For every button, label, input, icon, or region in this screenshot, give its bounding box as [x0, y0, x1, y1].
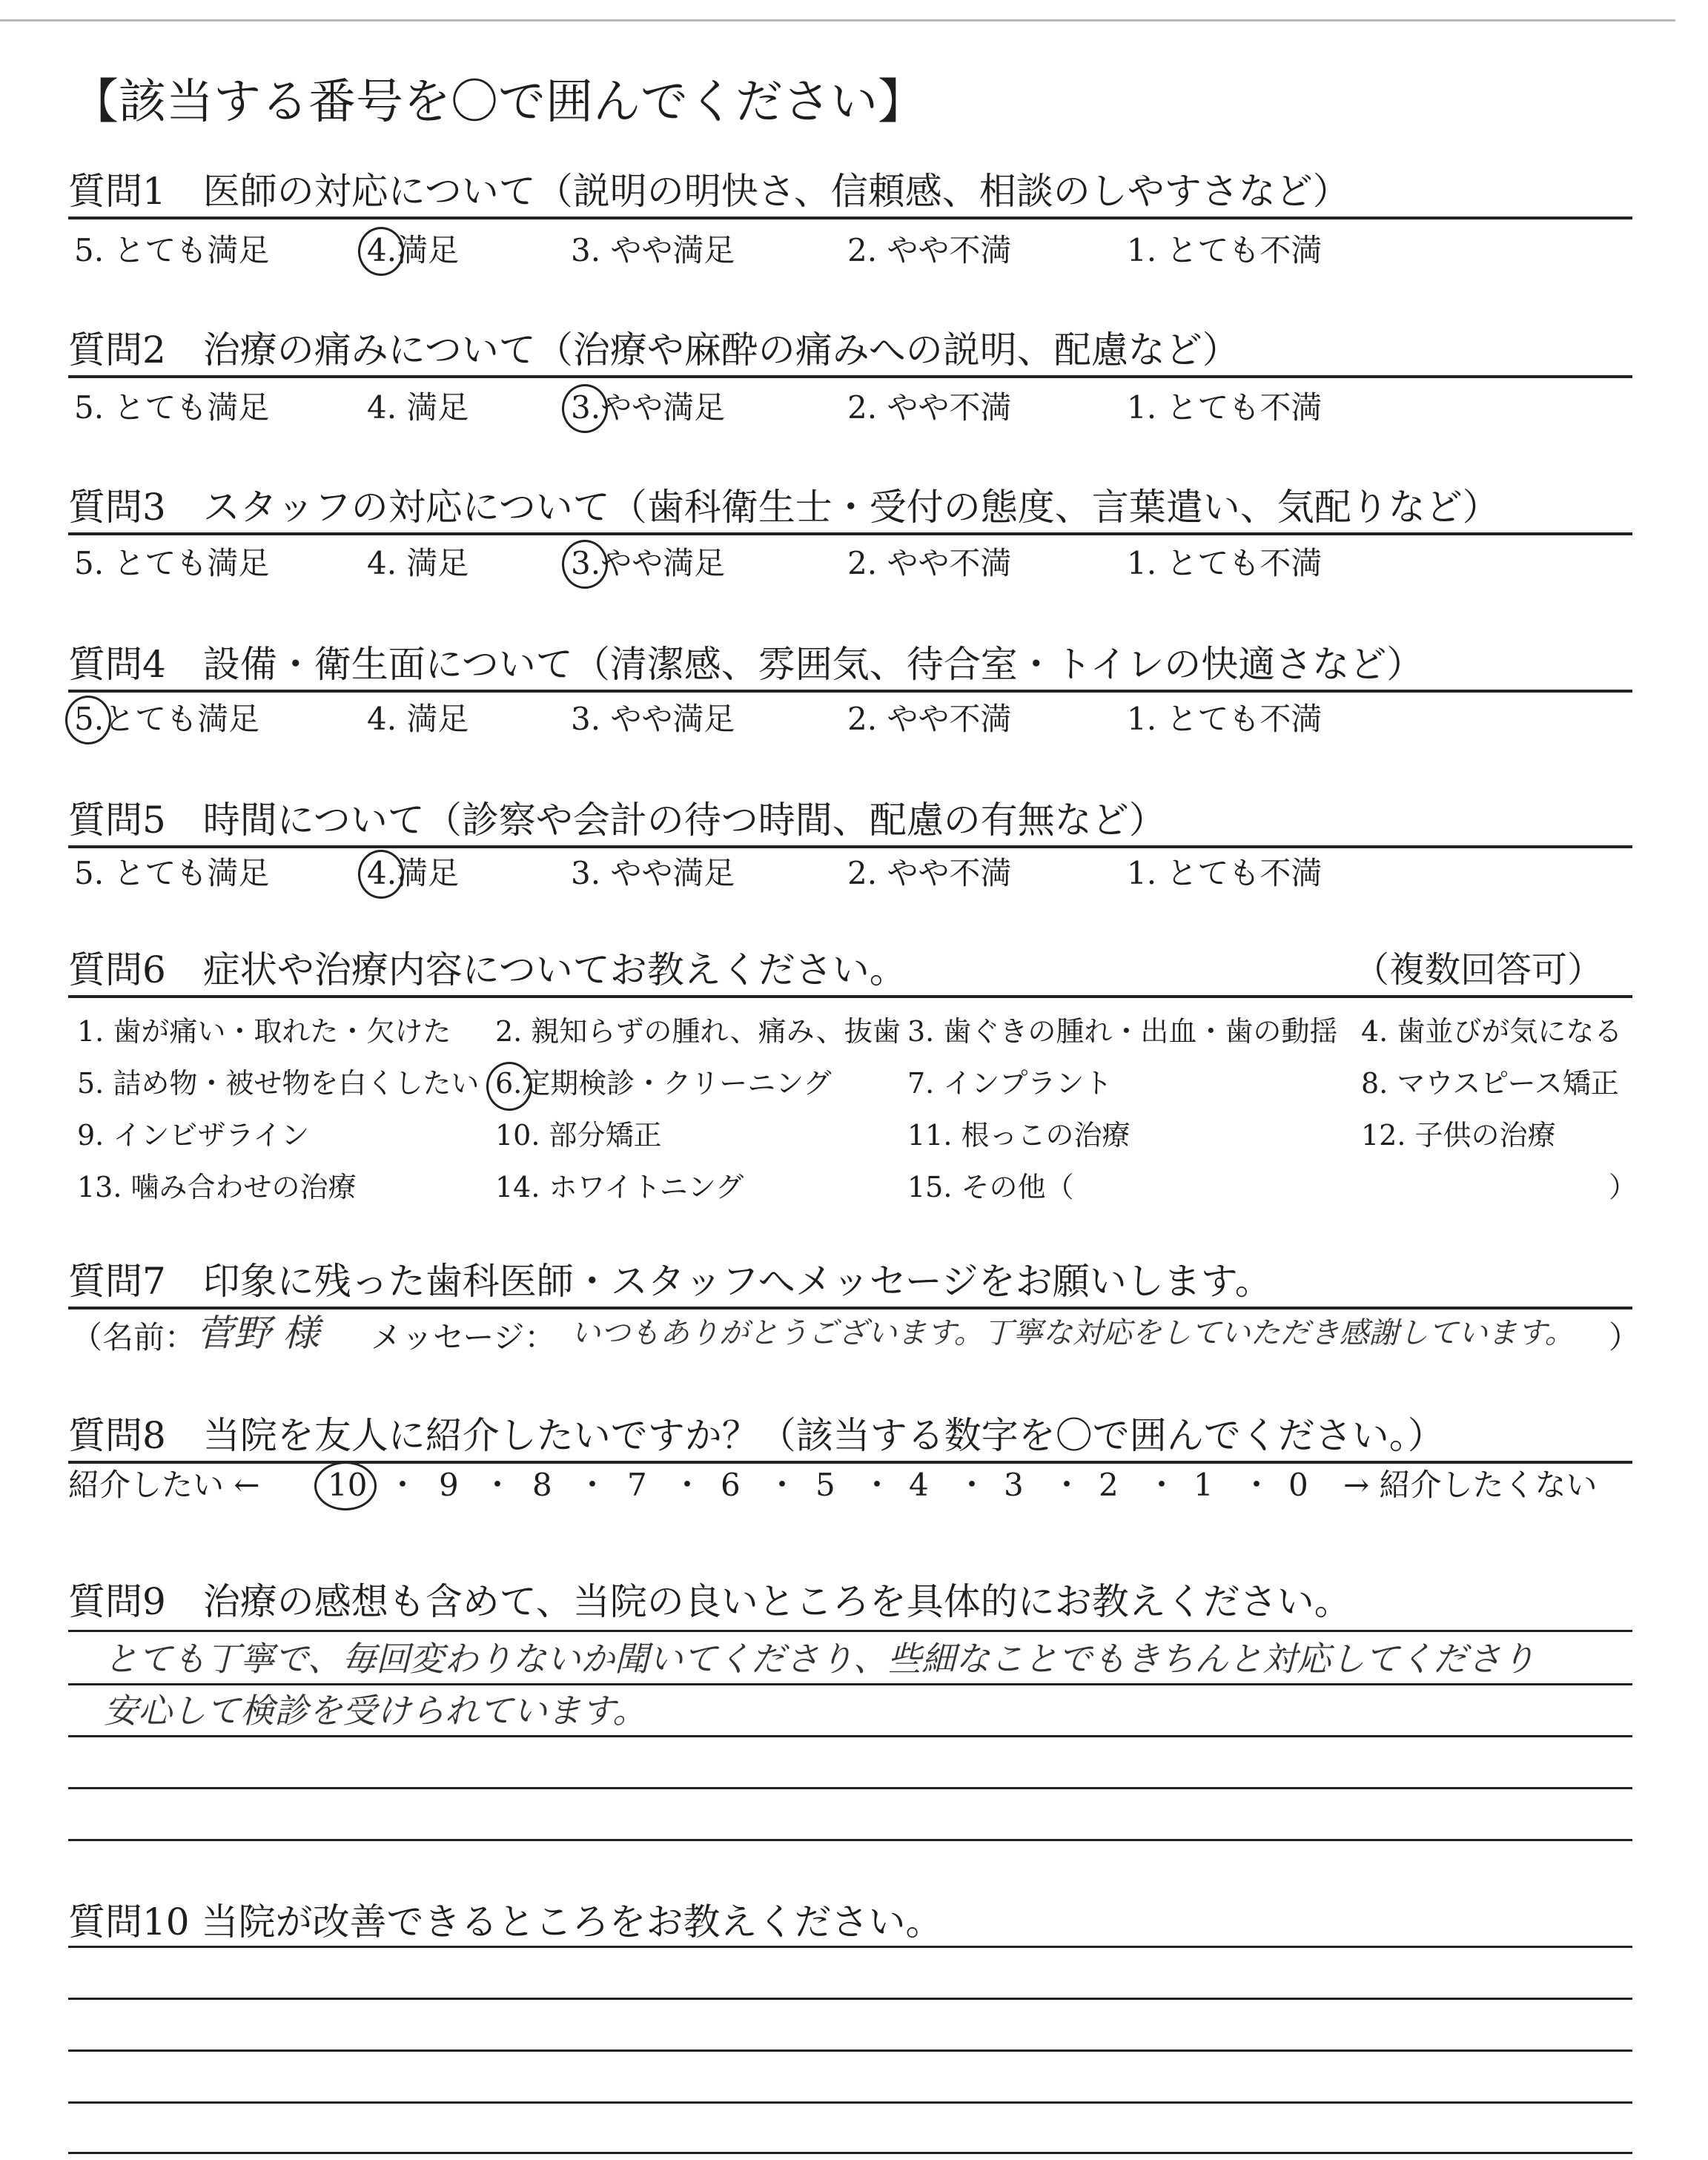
- answer-line: [68, 1787, 1632, 1789]
- q7-name-value[interactable]: 菅野 様: [196, 1312, 320, 1355]
- question-6-title: 質問6 症状や治療内容についてお教えください。: [68, 948, 907, 991]
- q3-option-2[interactable]: 2. やや不満: [847, 545, 1012, 581]
- question-10: [68, 1894, 1632, 1950]
- q2-option-2[interactable]: 2. やや不満: [847, 389, 1012, 426]
- question-rule: [68, 532, 1632, 535]
- question-7-title: 質問7 印象に残った歯科医師・スタッフへメッセージをお願いします。: [68, 1260, 1272, 1303]
- answer-circle-mark: 4.: [367, 230, 397, 271]
- scale-separator: ・: [861, 1467, 893, 1503]
- question-2-title: 質問2 治療の痛みについて（治療や麻酔の痛みへの説明、配慮など）: [68, 328, 1239, 371]
- question-rule: [68, 375, 1632, 378]
- question-rule: [68, 1461, 1632, 1464]
- q3-option-3[interactable]: 3.やや満足: [571, 543, 725, 584]
- q5-option-3[interactable]: 3. やや満足: [571, 855, 735, 891]
- answer-circle-mark: 5.: [74, 698, 104, 740]
- scale-8[interactable]: 8: [532, 1467, 552, 1503]
- q6-item-9[interactable]: 9. インビザライン: [77, 1119, 310, 1152]
- answer-circle-mark: 3.: [571, 387, 600, 429]
- answer-line: [68, 1839, 1632, 1841]
- scale-10[interactable]: [328, 1464, 367, 1506]
- scale-9[interactable]: 9: [439, 1467, 459, 1503]
- q6-item-3[interactable]: 3. 歯ぐきの腫れ・出血・歯の動揺: [907, 1015, 1338, 1048]
- scan-top-edge: [0, 19, 1675, 22]
- q3-option-5[interactable]: 5. とても満足: [74, 545, 270, 581]
- multiple-answer-note: （複数回答可）: [1353, 949, 1603, 991]
- instruction-header: 【該当する番号を〇で囲んでください】: [71, 75, 925, 130]
- scale-1[interactable]: 1: [1194, 1467, 1214, 1503]
- scale-separator: ・: [1146, 1467, 1178, 1503]
- scale-2[interactable]: 2: [1099, 1467, 1119, 1503]
- q6-item-1[interactable]: 1. 歯が痛い・取れた・欠けた: [77, 1015, 451, 1048]
- question-3-title: 質問3 スタッフの対応について（歯科衛生士・受付の態度、言葉遣い、気配りなど）: [68, 486, 1500, 529]
- q2-option-3[interactable]: 3.やや満足: [571, 387, 725, 429]
- question-rule: [68, 845, 1632, 848]
- q5-option-4[interactable]: 4.満足: [367, 853, 459, 894]
- q7-name-label: （名前：: [71, 1319, 196, 1355]
- q6-item-10[interactable]: 10. 部分矯正: [495, 1119, 662, 1152]
- q1-option-4[interactable]: 4.満足: [367, 230, 459, 271]
- scale-separator: ・: [577, 1467, 609, 1503]
- question-8: [68, 1407, 1632, 1464]
- answer-line: [68, 2152, 1632, 2154]
- q7-message-value[interactable]: いつもありがとうございます。丁寧な対応をしていただき感謝しています。: [571, 1316, 1575, 1350]
- question-4-title: 質問4 設備・衛生面について（清潔感、雰囲気、待合室・トイレの快適さなど）: [68, 643, 1424, 686]
- q6-item-2[interactable]: 2. 親知らずの腫れ、痛み、抜歯: [495, 1015, 901, 1048]
- question-1: [68, 163, 1632, 219]
- scale-separator: ・: [672, 1467, 704, 1503]
- scale-separator: ・: [956, 1467, 988, 1503]
- q2-option-4[interactable]: 4. 満足: [367, 389, 469, 426]
- q2-option-1[interactable]: 1. とても不満: [1127, 389, 1323, 426]
- question-10-title: 質問10 当院が改善できるところをお教えください。: [68, 1900, 943, 1943]
- scale-separator: ・: [767, 1467, 798, 1503]
- q1-option-5[interactable]: 5. とても満足: [74, 232, 270, 268]
- answer-circle-mark: 3.: [571, 543, 600, 584]
- q5-option-2[interactable]: 2. やや不満: [847, 855, 1012, 891]
- q6-item-7[interactable]: 7. インプラント: [907, 1067, 1113, 1100]
- answer-line: [68, 1630, 1632, 1632]
- q6-item-8[interactable]: 8. マウスピース矯正: [1361, 1067, 1619, 1100]
- question-2: [68, 322, 1632, 378]
- q6-item-14[interactable]: 14. ホワイトニング: [495, 1171, 744, 1203]
- q3-option-1[interactable]: 1. とても不満: [1127, 545, 1323, 581]
- question-9-title: 質問9 治療の感想も含めて、当院の良いところを具体的にお教えください。: [68, 1580, 1351, 1623]
- q6-item-15[interactable]: 15. その他（: [907, 1171, 1074, 1203]
- question-rule: [68, 995, 1632, 998]
- q7-close: ）: [1609, 1319, 1641, 1355]
- q6-item-11[interactable]: 11. 根っこの治療: [907, 1119, 1131, 1152]
- answer-circle-mark: 4.: [367, 853, 397, 894]
- question-8-title: 質問8 当院を友人に紹介したいですか？（該当する数字を〇で囲んでください。）: [68, 1414, 1445, 1457]
- question-4: [68, 636, 1632, 693]
- q9-answer-line-2[interactable]: 安心して検診を受けられています。: [104, 1691, 647, 1731]
- question-1-title: 質問1 医師の対応について（説明の明快さ、信頼感、相談のしやすさなど）: [68, 170, 1350, 213]
- scale-separator: ・: [1241, 1467, 1273, 1503]
- q1-option-1[interactable]: 1. とても不満: [1127, 232, 1323, 268]
- answer-line: [68, 1946, 1632, 1948]
- q6-item-6[interactable]: 6.定期検診・クリーニング: [495, 1065, 832, 1102]
- scale-5[interactable]: 5: [815, 1467, 835, 1503]
- q6-item-5[interactable]: 5. 詰め物・被せ物を白くしたい: [77, 1067, 480, 1100]
- q9-answer-line-1[interactable]: とても丁寧で、毎回変わりないか聞いてくださり、些細なことでもきちんと対応してくださり: [104, 1639, 1536, 1679]
- q6-other-close: ）: [1609, 1171, 1638, 1203]
- question-5-title: 質問5 時間について（診察や会計の待つ時間、配慮の有無など）: [68, 799, 1166, 842]
- recommend-right-label: → 紹介したくない: [1343, 1467, 1598, 1503]
- question-5: [68, 792, 1632, 848]
- question-rule: [68, 217, 1632, 219]
- scale-separator: ・: [482, 1467, 514, 1503]
- scale-3[interactable]: 3: [1004, 1467, 1024, 1503]
- q4-option-4[interactable]: 4. 満足: [367, 701, 469, 737]
- scale-4[interactable]: 4: [909, 1467, 929, 1503]
- q6-item-4[interactable]: 4. 歯並びが気になる: [1361, 1015, 1623, 1048]
- q4-option-3[interactable]: 3. やや満足: [571, 701, 735, 737]
- q6-item-13[interactable]: 13. 噛み合わせの治療: [77, 1171, 357, 1203]
- q4-option-2[interactable]: 2. やや不満: [847, 701, 1012, 737]
- question-9: [68, 1573, 1632, 1630]
- q1-option-2[interactable]: 2. やや不満: [847, 232, 1012, 268]
- q5-option-5[interactable]: 5. とても満足: [74, 855, 270, 891]
- q1-option-3[interactable]: 3. やや満足: [571, 232, 735, 268]
- q7-message-label: メッセージ：: [371, 1319, 556, 1355]
- answer-line: [68, 1998, 1632, 2000]
- question-rule: [68, 690, 1632, 693]
- question-7: [68, 1253, 1632, 1309]
- q5-option-1[interactable]: 1. とても不満: [1127, 855, 1323, 891]
- answer-line: [68, 1735, 1632, 1737]
- question-3: [68, 479, 1632, 535]
- q4-option-5[interactable]: 5.とても満足: [74, 698, 259, 740]
- question-6: [68, 942, 1632, 998]
- scale-0[interactable]: 0: [1288, 1467, 1308, 1503]
- q4-option-1[interactable]: 1. とても不満: [1127, 701, 1323, 737]
- recommend-left-label: 紹介したい ←: [68, 1467, 260, 1503]
- scale-separator: ・: [387, 1467, 419, 1503]
- q3-option-4[interactable]: 4. 満足: [367, 545, 469, 581]
- answer-line: [68, 2050, 1632, 2052]
- answer-line: [68, 2101, 1632, 2104]
- answer-circle-mark: 6.: [495, 1065, 522, 1102]
- answer-circle-mark: 10: [328, 1464, 367, 1506]
- scale-6[interactable]: 6: [721, 1467, 741, 1503]
- scale-7[interactable]: 7: [627, 1467, 647, 1503]
- q2-option-5[interactable]: 5. とても満足: [74, 389, 270, 426]
- scale-separator: ・: [1051, 1467, 1083, 1503]
- answer-line: [68, 1683, 1632, 1685]
- q6-item-12[interactable]: 12. 子供の治療: [1361, 1119, 1556, 1152]
